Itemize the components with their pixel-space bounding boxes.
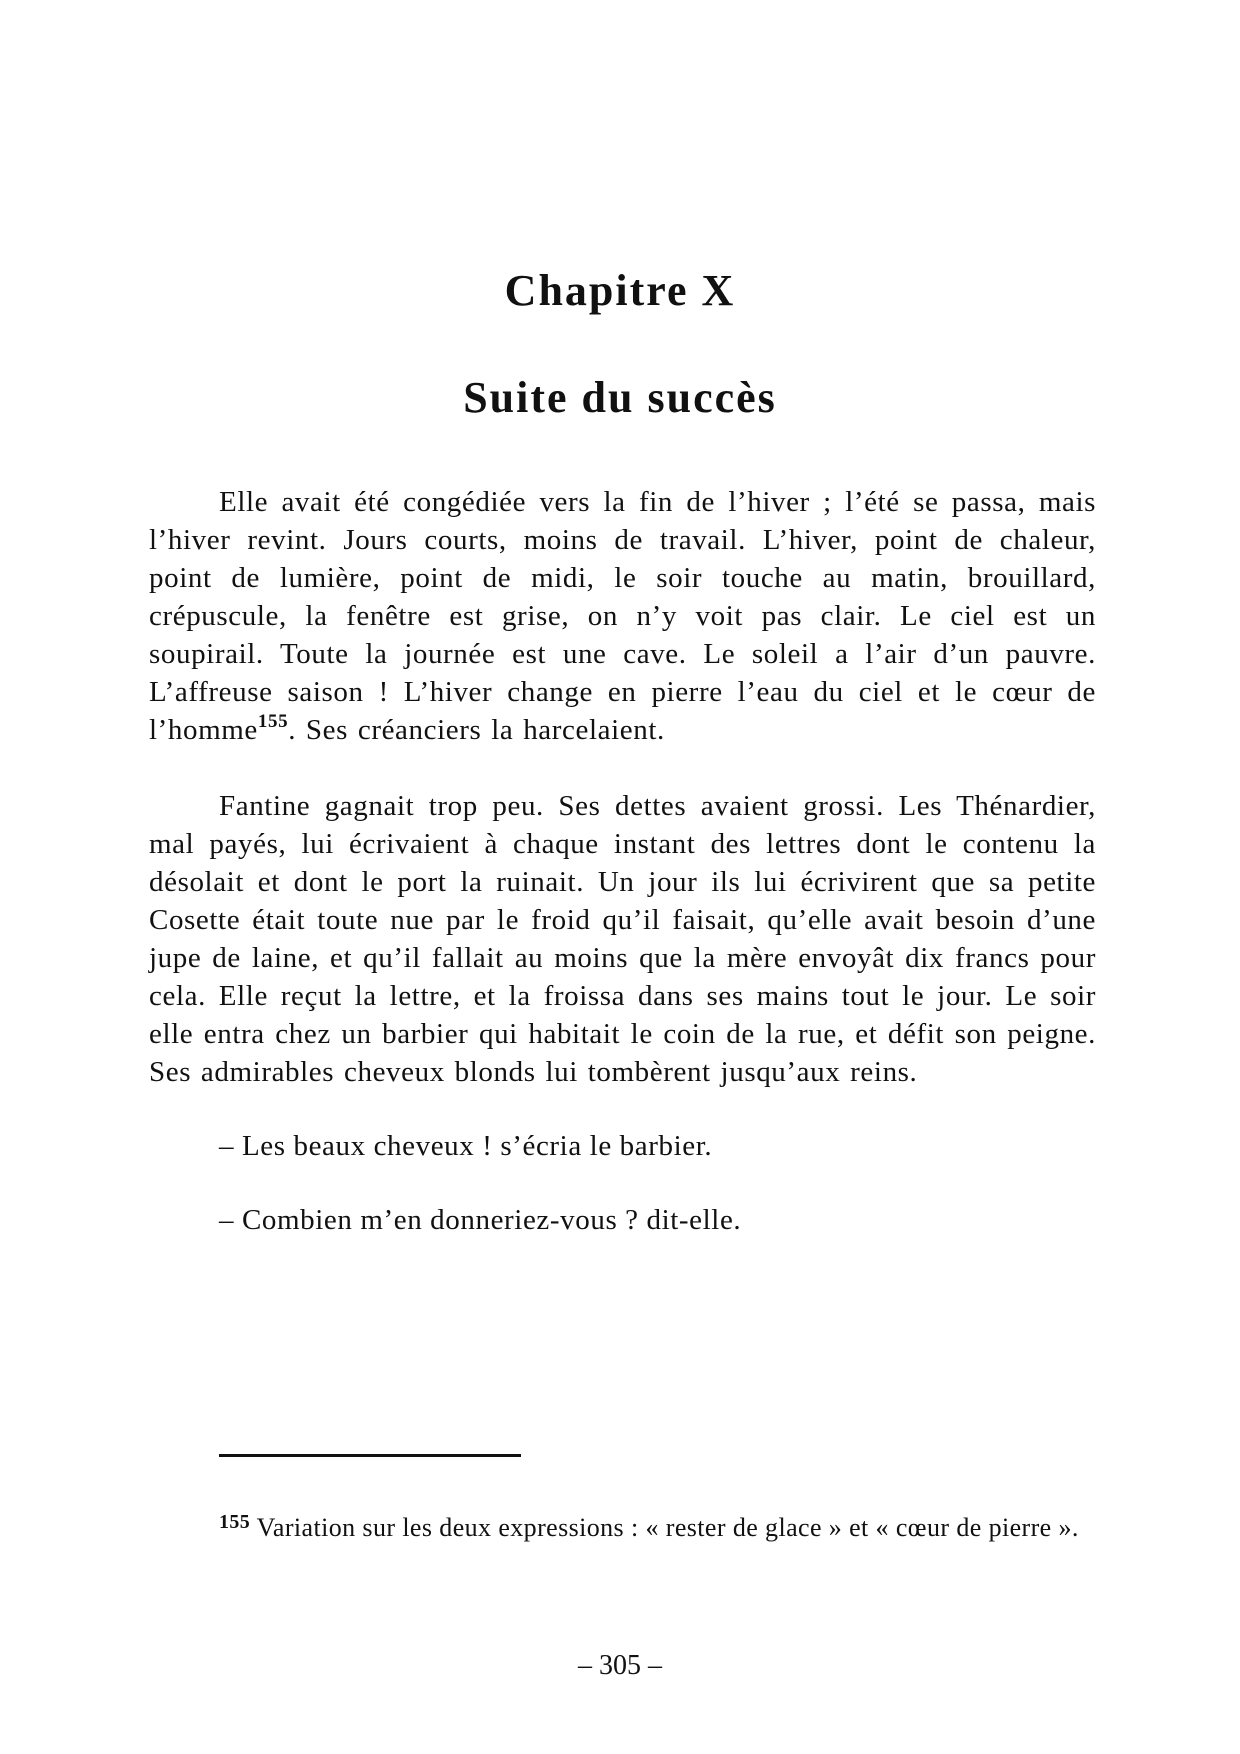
footnote-text: Variation sur les deux expressions : « rester de glace » et « cœur de pierre ». — [250, 1513, 1079, 1542]
footnote-number: 155 — [219, 1511, 251, 1533]
paragraph-1-text: Elle avait été congédiée vers la fin de l’hiver ; l’été se passa, mais l’hiver revint. Jours courts, moins de travail. L’hiver, point de chaleur, point de lumière, point de midi, le soir touche au matin, brouillard, crépuscule, la fenêtre est grise, on n’y voit pas clair. Le ciel est un soupirail. Toute la journée est une cave. Le soleil a l’air d’un pauvre. L’affreuse saison ! L’hiver change en pierre l’eau du ciel et le cœur de l’homme — [149, 486, 1096, 746]
paragraph-2: Fantine gagnait trop peu. Ses dettes avaient grossi. Les Thénardier, mal payés, lui écrivaient à chaque instant des lettres dont le contenu la désolait et dont le port la ruinait. Un jour ils lui écrivirent que sa petite Cosette était toute nue par le froid qu’il faisait, qu’elle avait besoin d’une jupe de laine, et qu’il fallait au moins que la mère envoyât dix francs pour cela. Elle reçut la lettre, et la froissa dans ses mains tout le jour. Le soir elle entra chez un barbier qui habitait le coin de la rue, et défit son peigne. Ses admirables cheveux blonds lui tombèrent jusqu’aux reins. — [149, 790, 1096, 1088]
page-number: – 305 – — [578, 1650, 662, 1681]
paragraph-1 — [149, 483, 1096, 749]
footnote-reference[interactable]: 155 — [257, 711, 289, 732]
dialogue-line-2: – Combien m’en donneriez-vous ? dit-elle. — [219, 1204, 742, 1236]
footnote — [149, 1509, 1096, 1547]
chapter-number: Chapitre X — [504, 266, 736, 315]
paragraph-1-tail: . Ses créanciers la harcelaient. — [288, 714, 665, 746]
chapter-body — [149, 483, 1096, 1239]
chapter-title: Suite du succès — [463, 373, 777, 422]
footnote-divider — [219, 1454, 521, 1457]
dialogue-line-1: – Les beaux cheveux ! s’écria le barbier. — [219, 1130, 713, 1162]
